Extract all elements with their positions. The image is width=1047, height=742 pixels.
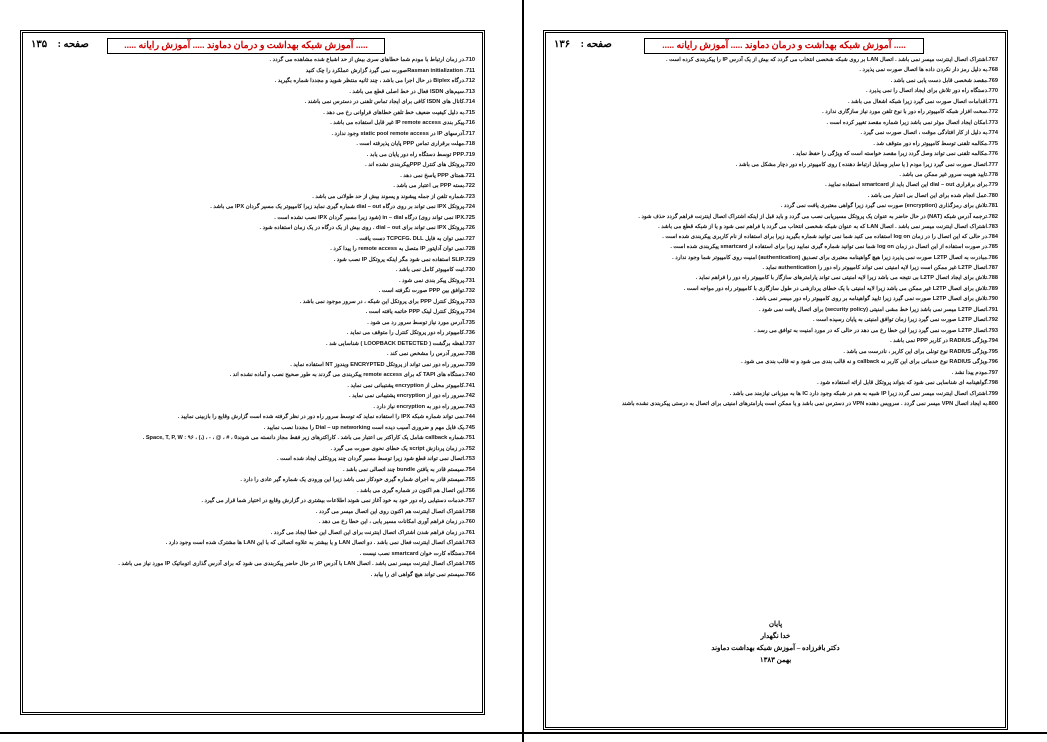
page-136 xyxy=(543,30,1008,730)
error-list xyxy=(546,55,1005,410)
list-item: 760.در زمان فراهم آوری امکانات مسیر یابی ، این خطا رخ می دهد . xyxy=(318,519,475,525)
list-item: 783.اشتراک اتصال اینترنت میسر نمی باشد . اتصال LAN که به عنوان شبکه شخصی انتخاب می گردد یا فراهم نمی شود و یا از شبکه قطع می باشد . xyxy=(658,223,998,230)
list-item: 755.سیستم قادر به اجرای شماره گیری خودکار نمی باشد زیرا این ورودی یک شماره گیر عادی را دارد . xyxy=(240,477,475,483)
page-number-block xyxy=(554,39,612,50)
list-item: 717.آدرسهای IP در static pool remote access وجود ندارد . xyxy=(331,130,475,137)
list-item: 753.اتصال نمی تواند قطع شود زیرا توسط مسیر گردان چند پروتکلی ایجاد شده است . xyxy=(277,456,475,462)
list-item: 725.IPX نمی تواند روی) درگاه in – dial (شود زیرا مسیر گردان IPX نصب نشده است . xyxy=(274,214,475,221)
header-banner: ..... آموزش شبکه بهداشت و درمان دماوند ..... آموزش رایانه ..... xyxy=(644,38,924,54)
list-item: 779.برای برقراری dial – out این اتصال باید از smartcard استفاده نمایید . xyxy=(825,182,998,188)
list-item: 740.دستگاه های TAPI که برای remote access پیکربندی می گردند به طور صحیح نصب و آماده نشده اند . xyxy=(229,372,475,378)
list-item: 775.مکالمه تلفنی توسط کامپیوتر راه دور متوقف شد . xyxy=(873,140,998,147)
list-item: 788.تلاش برای ایجاد اتصال L2TP بی نتیجه می باشد زیرا لایه امنیتی نمی تواند پارامترهای سازگار با کامپیوتر راه دور را فراهم نماید . xyxy=(695,275,998,281)
closing-author: دکتر بافرزاده – آموزش شبکه بهداشت دماوند xyxy=(711,644,840,652)
list-item: 790.تلاش برای اتصال L2TP صورت نمی گیرد زیرا تایید گواهینامه بر روی کامپیوتر راه دور میسر نمی باشد . xyxy=(752,296,998,302)
page-number-label: صفحه : xyxy=(57,39,89,50)
list-item: 756.این اتصال هم اکنون در شماره گیری می باشد . xyxy=(357,487,475,494)
list-item: 789.تلاش برای اتصال L2TP غیر ممکن می باشد زیرا لایه امنیتی با یک خطای پردازشی در طول سازگاری با کامپیوتر راه دور مواجه است . xyxy=(683,285,998,292)
list-item: 716.پیکر بندی IP remote access غیر قابل استفاده می باشد . xyxy=(330,120,475,126)
closing-farewell: خدا نگهدار xyxy=(760,632,791,640)
list-item: 791.اتصال L2TP میسر نمی باشد زیرا خط مشی امنیتی (security policy) برای اتصال یافت نمی شود . xyxy=(758,306,998,313)
list-item: 757.خدمات دستیابی راه دور خود به خود آغاز نمی شوند اطلاعات بیشتری در گزارش وقایع در اختیار شما قرار می گیرد . xyxy=(201,498,475,504)
page-number: ۱۳۶ xyxy=(554,39,571,50)
list-item: 745.یک فایل مهم و ضروری آسیب دیده است Dial – up networking را مجددا نصب نمایید . xyxy=(263,424,475,431)
list-item: 793.اتصال L2TP صورت نمی گیرد زیرا این خطا رخ می دهد در حالی که در مورد امنیت به توافق می رسد . xyxy=(754,327,998,334)
list-item: 744.نمی تواند شماره شبکه IPX را استفاده نماید که توسط سرور راه دور در نظر گرفته شده است گزارش وقایع را بازبینی نمایید . xyxy=(177,414,475,420)
list-item: 727.نمی توان به فایل TCPCFG. DLL دست یافت . xyxy=(356,235,475,242)
list-item: 730.ثبت کامپیوتر کامل نمی باشد . xyxy=(395,267,475,273)
list-item: 743.سرور راه دور به encryption نیاز دارد . xyxy=(373,403,475,410)
list-item: 715.به دلیل کیفیت ضعیف خط تلفن خطاهای فراوانی رخ می دهد . xyxy=(323,109,475,116)
list-item: 721.همتای PPP پاسخ نمی دهد . xyxy=(400,172,475,179)
list-item: 781.تلاش برای رمزگذاری (encryption) صورت نمی گیرد زیرا گواهی معتبری یافت نمی گردد . xyxy=(780,203,998,209)
list-item: 766.سیستم نمی تواند هیچ گواهی ای را بیابد . xyxy=(370,571,475,578)
list-item: 767.اشتراک اتصال اینترنت میسر نمی باشد . اتصال LAN بر روی شبکه شخصی انتخاب می گردد که بیش از یک آدرس IP را پیکربندی کرده است . xyxy=(665,57,998,63)
list-item: 719.PPP توسط دستگاه راه دور پایان می یابد . xyxy=(366,151,475,158)
list-item: 776.مکالمه تلفنی نمی تواند وصل گردد زیرا مقصد خواسته است که ویژگی را حفظ نماید . xyxy=(792,151,998,157)
list-item: 772.سخت افزار شبکه کامپیوتر راه دور با نوع تلفن مورد نیاز سازگاری ندارد . xyxy=(822,109,998,115)
closing-end: پایان xyxy=(768,620,783,628)
list-item: 773.امکان ایجاد اتصال موثر نمی باشد زیرا شماره مقصد تغییر کرده است . xyxy=(826,119,998,126)
list-item: 799.اشتراک اتصال اینترنت میسر نمی گردد زیرا IP شبیه به هم در شبکه وجود دارد IC ها به میزبانی نیازمند می باشد . xyxy=(729,390,998,397)
error-list xyxy=(23,55,482,580)
list-item: 800.به ایجاد اتصال VPN میسر نمی گردد . سرویس دهنده VPN در دسترس نمی باشد و یا ممکن است پارامترهای امنیتی برای اتصال به درستی پیکربندی نشده باشند xyxy=(621,401,998,407)
list-item: 722.بسته PPP بی اعتبار می باشد . xyxy=(393,183,475,189)
list-item: 792.اتصال L2TP صورت نمی گیرد زیرا زمان توافق امنیتی به پایان رسیده است . xyxy=(813,317,998,323)
list-item: 718.مهلت برقراری تماس PPP پایان پذیرفته است . xyxy=(356,141,475,147)
list-item: 738.سرور آدرس را مشخص نمی کند . xyxy=(387,351,475,357)
page-header xyxy=(23,33,482,55)
list-item: 736.کامپیوتر راه دور پروتکل کنترل را متوقف می نماید . xyxy=(346,330,475,336)
list-item: 771.اقدامات اتصال صورت نمی گیرد زیرا شبکه اشغال می باشد . xyxy=(847,98,998,105)
list-item: 768.به دلیل رمز دار نکردن داده ها اتصال صورت نمی پذیرد . xyxy=(859,67,998,73)
list-item: 732.توافق بین PPP صورت نگرفته است . xyxy=(378,288,475,294)
list-item: 712.درگاه Biplex در حال اجرا می باشد ، چند ثانیه منتظر شوید و مجددا شماره بگیرید . xyxy=(274,78,475,84)
bottom-rule xyxy=(0,732,1047,734)
list-item: 737.لفظه برگشت ( LOOPBACK DETECTED ) شناسایی شد . xyxy=(325,340,475,347)
list-item: 752.در زمان پردازش script یک خطای نحوی صورت می گیرد . xyxy=(330,445,475,452)
page-spread-divider xyxy=(522,0,524,742)
page-135 xyxy=(20,30,485,715)
list-item: 770.دستگاه راه دور تلاش برای ایجاد اتصال را نمی پذیرد . xyxy=(866,88,998,94)
list-item: 795.ویژگی RADIUS نوع تونلی برای این کاربر ، نادرست می باشد . xyxy=(843,348,998,355)
list-item: 784.در حالی که این اتصال را در زمان log on استفاده می کنید شما نمی توانید شماره بگیرید زیرا برای استفاده از نام کاربری پیکربندی شده است . xyxy=(662,234,998,240)
list-item: 714.کانال های ISDN کافی برای ایجاد تماس تلفنی در دسترس نمی باشند . xyxy=(304,99,475,105)
list-item: 741.کامپیوتر محلی از encryption پشتیبانی نمی نماید . xyxy=(347,382,475,389)
list-item: 786.مبادرت به اتصال L2TP صورت نمی پذیرد زیرا هیچ گواهینامه معتبری برای تصدیق (authentication) امنیت روی کامپیوتر شما وجود ندارد . xyxy=(672,254,998,261)
list-item: 765.اشتراک اتصال اینترنت میسر نمی باشد . اتصال LAN با آدرس IP در حال حاضر پیکربندی می شود که برای آدرس گذاری اتوماتیک IP مورد نیاز می باشد . xyxy=(118,561,475,567)
list-item: 794.ویژگی RADIUS در کاربر PPP نمی باشد . xyxy=(890,338,998,344)
list-item: 777.اتصال صورت نمی گیرد زیرا مودم ( یا سایر وسایل ارتباط دهنده ) روی کامپیوتر راه دور دچار مشکل می باشد . xyxy=(735,161,998,168)
list-item: 797.مودم پیدا نشد . xyxy=(951,369,998,376)
list-item: 758.اشتراک اتصال اینترنت هم اکنون روی این اتصال میسر می گردد . xyxy=(315,508,475,515)
list-item: 751.شماره callback شامل یک کاراکتر بی اعتبار می باشد . کاراکترهای زیر فقط مجاز دانسته می شوند0 ، # ، @ ، - ، (،) ، Space, T, P, W : ۹۶ . xyxy=(142,435,475,441)
page-number-label: صفحه : xyxy=(580,39,612,50)
list-item: 764.دستگاه کارت خوان smartcard نصب نیست . xyxy=(359,550,475,557)
list-item: 742.سرور راه دور از encryption پشتیبانی نمی نماید . xyxy=(349,393,475,399)
header-banner: ..... آموزش شبکه بهداشت و درمان دماوند ..... آموزش رایانه ..... xyxy=(107,38,385,54)
list-item: 728.نمی توان آداپتور IP متصل به remote access را پیدا کرد . xyxy=(330,246,475,252)
list-item: 723.شماره تلفن از جمله پیشوند و پسوند بیش از حد طولانی می باشد . xyxy=(312,193,475,200)
list-item: 726.پروتکل IPX نمی تواند برای dial – out . روی بیش از یک درگاه در یک زمان استفاده شود . xyxy=(259,225,475,231)
list-item: 720.پروتکل های کنترل PPPپیکربندی نشده اند . xyxy=(365,162,475,168)
list-item: 711. Rasman initializationصورت نمی گیرد گزارش عملکرد را چک کنید xyxy=(305,67,475,74)
list-item: 735.آدرس مورد نیاز توسط سرور رد می شود . xyxy=(367,319,475,326)
page-header xyxy=(546,33,1005,55)
list-item: 769.مقصد شخصی قابل دست یابی نمی باشد . xyxy=(890,77,998,84)
list-item: 729.SLIP استفاده نمی شود مگر اینکه پروتکل IP نصب شود . xyxy=(333,256,475,263)
page-number-block xyxy=(31,39,89,50)
page-number: ۱۳۵ xyxy=(31,39,48,50)
list-item: 785.در صورت استفاده از این اتصال در زمان log on شما نمی توانید شماره گیری نمایید زیرا برای استفاده از smartcard پیکربندی شده است . xyxy=(670,244,998,250)
list-item: 787.اتصال L2TP غیر ممکن است زیرا لایه امنیتی نمی تواند کامپیوتر راه دور را authentication نماید . xyxy=(762,264,998,271)
list-item: 774.به دلیل از کار افتادگی موقت ، اتصال صورت نمی گیرد . xyxy=(860,130,998,136)
list-item: 713.سیم‌های ISDN فعال در خط اصلی قطع می باشد . xyxy=(349,88,475,95)
list-item: 739.سرور راه دور نمی تواند از پروتکل ENCRYPTED ویندوز NT استفاده نماید . xyxy=(290,361,475,368)
list-item: 780.عمل انجام شده برای این اتصال بی اعتبار می باشد . xyxy=(867,192,998,199)
list-item: 733.پروتکل کنترل PPP برای پروتکل این شبکه ، در سرور موجود نمی باشد . xyxy=(299,298,475,305)
closing-signature xyxy=(546,618,1005,666)
list-item: 724.پروتکل IPX نمی تواند بر روی درگاه dial – out شماره گیری نماید زیرا کامپیوتر یک مسیر گردان IPX می باشد . xyxy=(210,204,475,210)
list-item: 778.تایید هویت سرور غیر ممکن می باشد . xyxy=(899,171,998,178)
list-item: 798.گواهینامه ای شناسایی نمی شود که بتواند پروتکل قابل ارائه استفاده شود . xyxy=(817,380,998,386)
list-item: 731.پروتکل پیکر بندی نمی شود . xyxy=(399,277,475,284)
closing-date: بهمن ۱۳۸۳ xyxy=(759,656,792,664)
list-item: 734.پروتکل کنترل لینک PPP خاتمه یافته است . xyxy=(365,309,475,315)
list-item: 796.ویژگی RADIUS نوع خدماتی برای این کاربر نه callback و نه قالب بندی می شود و نه قالب بندی می شود . xyxy=(741,359,998,365)
list-item: 761.در زمان فراهم شدن اشتراک اتصال اینترنت برای این اتصال این خطا ایجاد می گردد . xyxy=(270,529,475,536)
list-item: 710.در زمان ارتباط با مودم شما خطاهای سری بیش از حد اشباع شده مشاهده می گردد . xyxy=(269,57,475,63)
list-item: 763.اشتراک اتصال اینترنت فعال نمی باشد . دو اتصال LAN و یا بیشتر به علاوه اتصالی که با این LAN ها مشترک شده است وجود دارد . xyxy=(165,540,475,546)
list-item: 782.ترجمه آدرس شبکه (NAT) در حال حاضر به عنوان یک پروتکل مسیریابی نصب می گردد و باید قبل از اینکه اشتراک اتصال اینترنت فراهم گردد حذف شود . xyxy=(638,213,998,220)
list-item: 754.سیستم قادر به یافتن bundle چند اتصالی نمی باشد . xyxy=(342,466,475,473)
